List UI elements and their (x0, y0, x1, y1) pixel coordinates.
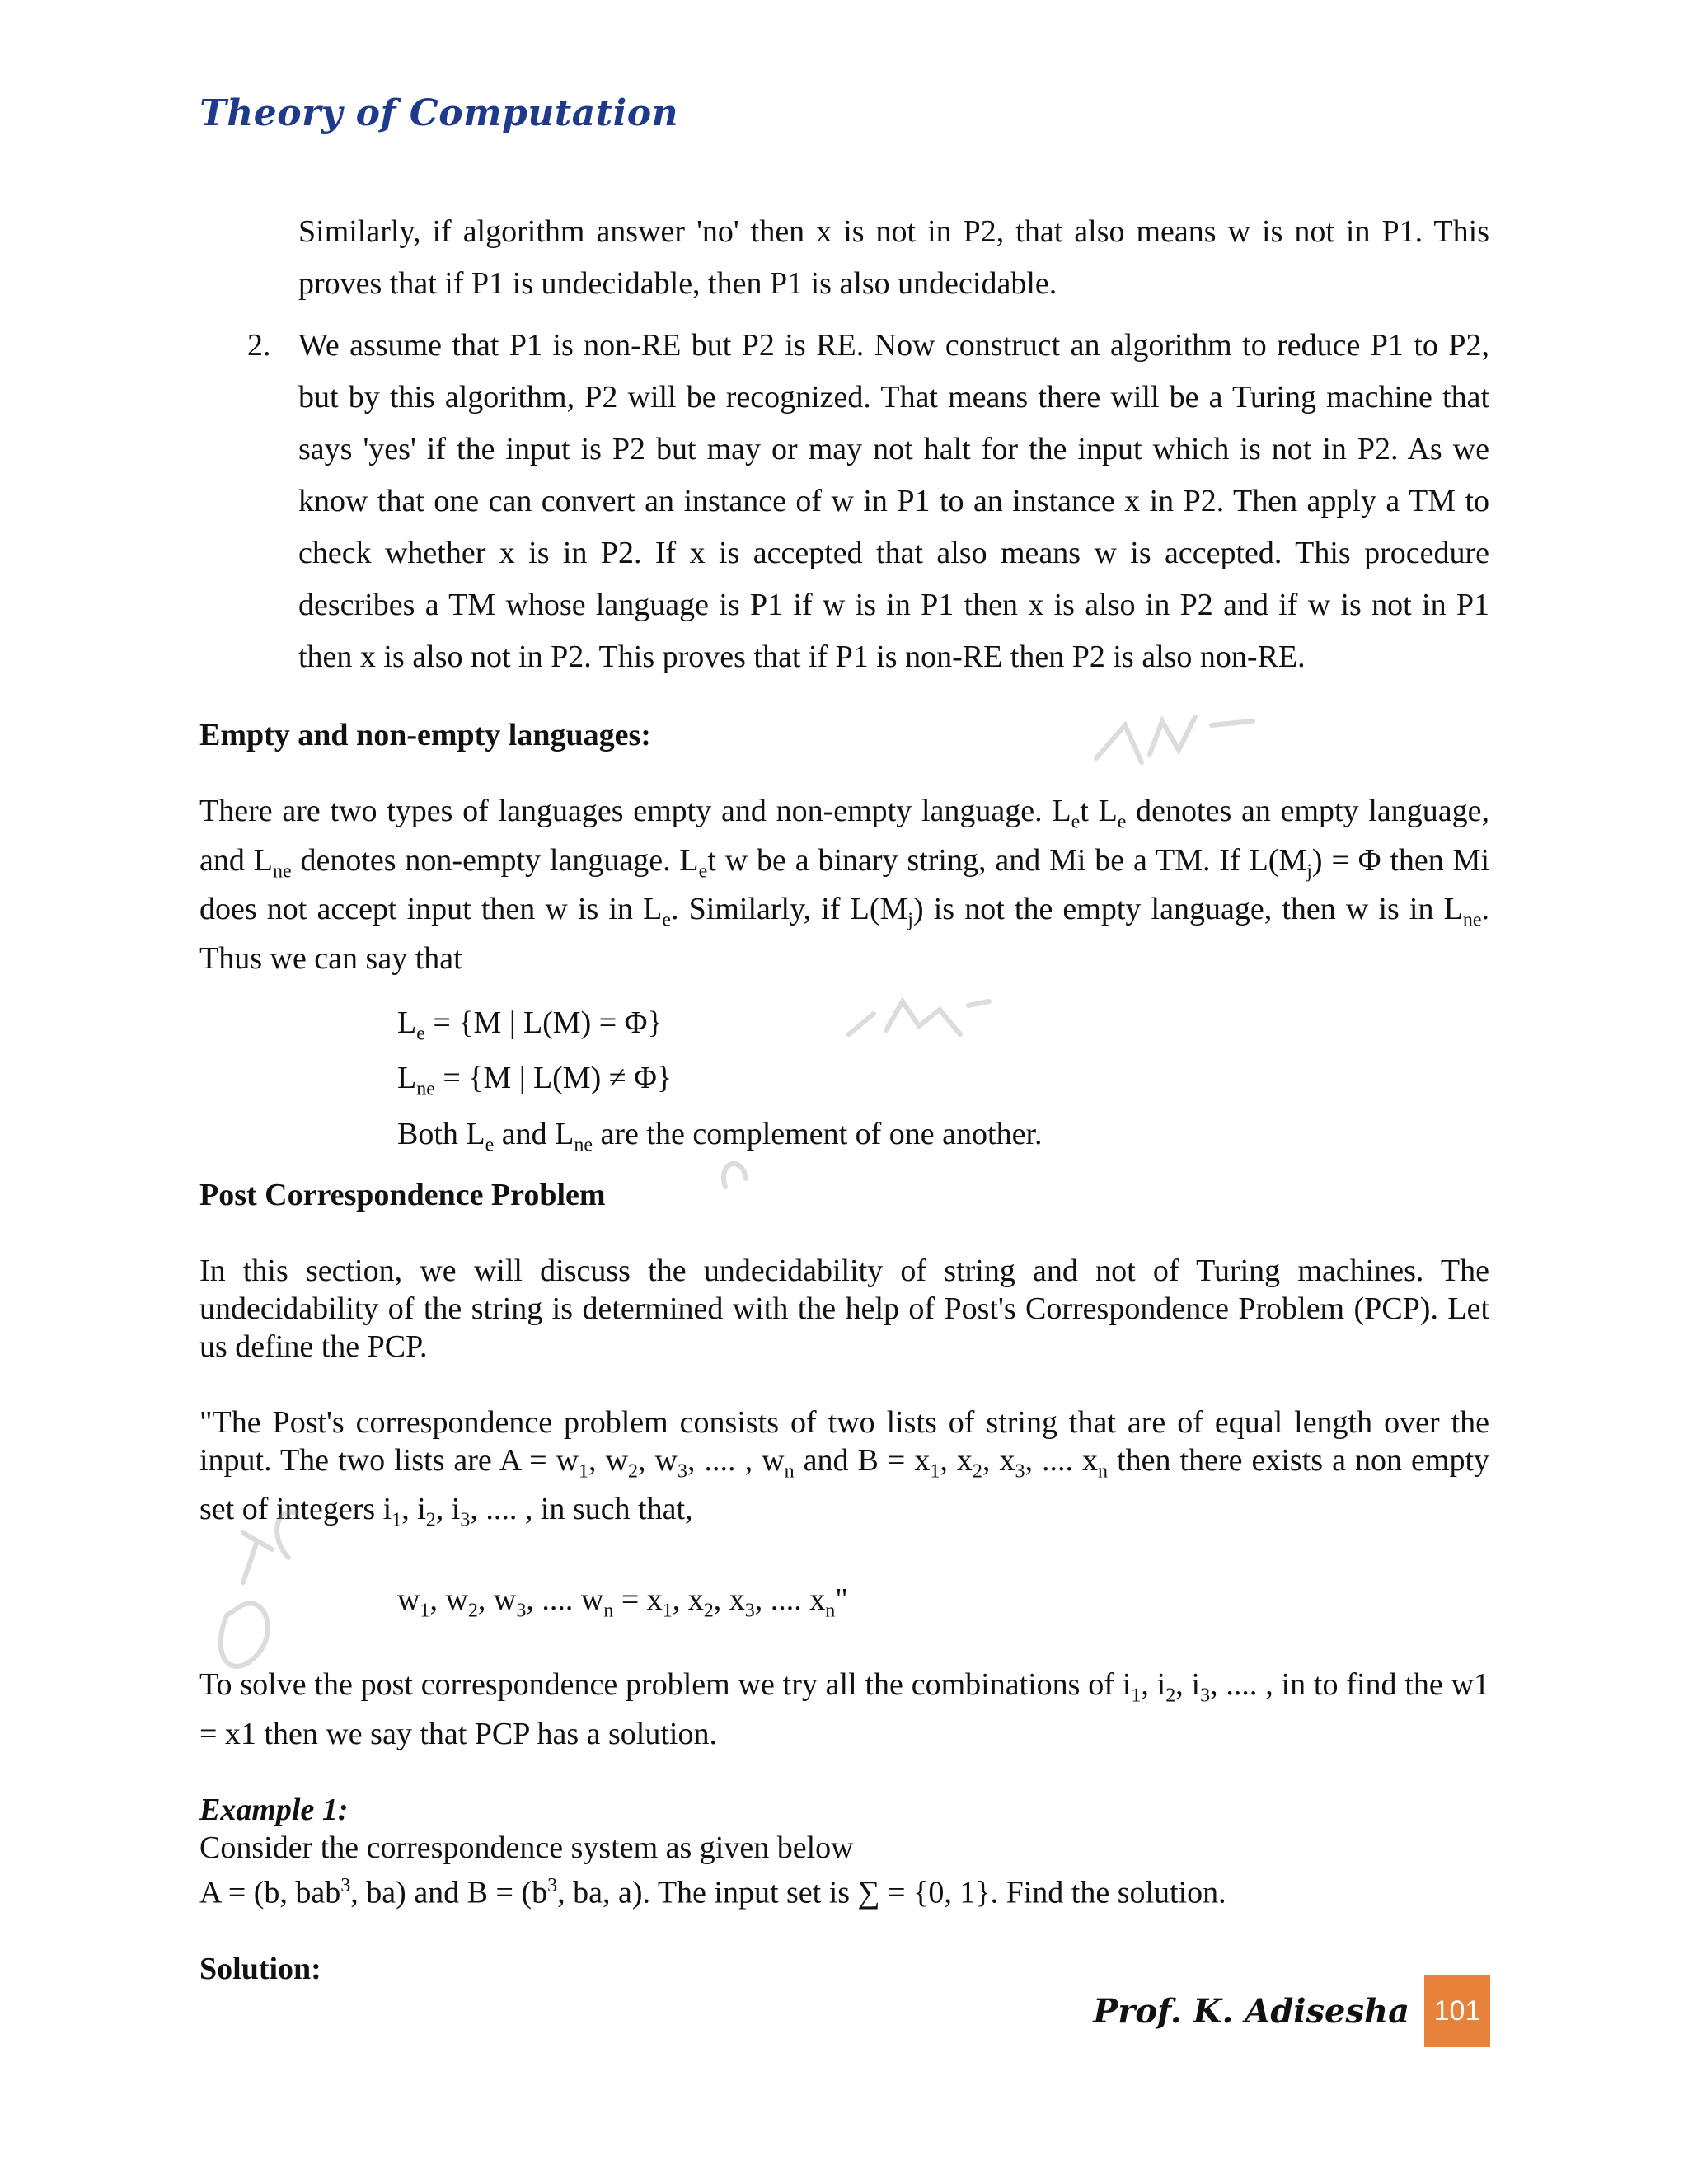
running-header-title: Theory of Computation (199, 92, 679, 134)
example-line-2: A = (b, bab$^3$, ba) and $B = (b^3$, ba, a). The input set is ∑ = {0, 1}. Find the solution. (199, 1874, 1226, 1910)
list-number: 2. (247, 328, 271, 363)
formula-lne: $L_{ne} = \{M$ | L(M) ≠ Φ} (397, 1061, 673, 1100)
language-definitions (199, 1001, 1489, 1168)
example-line-1: Consider the correspondence system as given below (199, 1830, 854, 1865)
pcp-intro-paragraph: In this section, we will discuss the undecidability of string and not of Turing machines. The undecidability of the string is determined with the help of Post's Correspondence Problem (PCP). Let us define the PCP. (199, 1253, 1489, 1364)
page-footer (1093, 1975, 1490, 2047)
empty-languages-paragraph: There are two types of languages empty and non-empty language. $L_et$ $L_e$ denotes an empty language, and $L_{ne}$ denotes non-empty language. $L_et$ w be a binary string, and Mi be a TM. If $L(M_j) = \Phi$ then Mi does not accept input then w is in $L_e$. Similarly, if $L(M_j)$ is not the empty language, then w is in $L_{ne}$. Thus we can say that (199, 794, 1490, 976)
page-number-badge: 101 (1424, 1975, 1490, 2047)
proof-paragraph-1: Similarly, if algorithm answer 'no' then x is not in P2, that also means w is not in P1. This proves that if P1 is undecidable, then P1 is also undecidable. (298, 214, 1489, 301)
reduction-proof (199, 206, 1489, 683)
pcp-solve-paragraph: To solve the post correspondence problem we try all the combinations of $i_1$, $i_2$, $i_3$, .... , in to find the w1 = x1 then we say that PCP has a solution. (199, 1667, 1490, 1751)
formula-le: $L_e = \{M$ | L(M) = Φ} (397, 1005, 663, 1045)
pcp-equation (199, 1577, 1489, 1633)
pcp-definition-quote: "The Post's correspondence problem consists of two lists of string that are of equal length over the input. The two lists are $A = w_1$, $w_2$, $w_3$, .... , $w_n$ and $B = x_1$, $x_2$, $x_3$, .... $x_n$ then there exists a non empty set of integers $i_1$, $i_2$, $i_3$, .... , in such that, (199, 1404, 1490, 1531)
footer-author: Prof. K. Adisesha (1093, 1991, 1409, 2031)
example-title: Example 1: (199, 1792, 349, 1827)
complement-note: Both $L_e$ and $L_{ne}$ are the complement of one another. (397, 1116, 1043, 1156)
solution-heading: Solution: (199, 1951, 321, 1986)
list-item-text: We assume that P1 is non-RE but P2 is RE. Now construct an algorithm to reduce P1 to P2, but by this algorithm, P2 will be recognized. That means there will be a Turing machine that says 'yes' if the input is P2 but may or may not halt for the input which is not in P2. As we know that one can convert an instance of w in P1 to an instance x in P2. Then apply a TM to check whether x is in P2. If x is accepted that also means w is accepted. This procedure describes a TM whose language is P1 if w is in P1 then x is also in P2 and if w is not in P1 then x is also not in P2. This proves that if P1 is non-RE then P2 is also non-RE. (298, 328, 1489, 674)
page-body (199, 206, 1489, 1988)
heading-empty-languages: Empty and non-empty languages: (199, 718, 651, 752)
heading-pcp: Post Correspondence Problem (199, 1177, 606, 1212)
list-item-2 (199, 320, 1489, 683)
pcp-equation-line: $w_1$, $w_2$, $w_3$, .... $w_n = x_1$, $x_2$, $x_3$, .... $x_n$" (397, 1582, 848, 1622)
